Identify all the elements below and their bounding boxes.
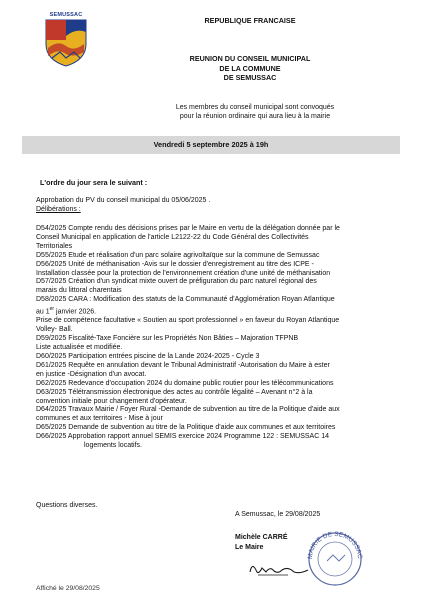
convocation-intro bbox=[110, 103, 400, 121]
agenda-line: en justice -Désignation d'un avocat. bbox=[36, 370, 147, 378]
meeting-title-line3: DE SEMUSSAC bbox=[223, 73, 277, 82]
agenda-line: D60/2025 Participation entrées piscine de la Lande 2024-2025 - Cycle 3 bbox=[36, 353, 260, 361]
agenda-line: D58/2025 CARA : Modification des statuts de la Communauté d'Agglomération Royan Atlantique bbox=[36, 296, 335, 304]
agenda-line: D66/2025 Approbation rapport annuel SEMIS exercice 2024 Programme 122 : SEMUSSAC 14 bbox=[36, 433, 329, 441]
meeting-title bbox=[120, 54, 380, 83]
agenda-line: Volley- Ball. bbox=[36, 326, 73, 334]
commune-logo bbox=[38, 12, 94, 73]
agenda-line: D56/2025 Unité de méthanisation -Avis sur le dossier d'enregistrement au titre des ICPE - bbox=[36, 260, 314, 268]
agenda-line: D62/2025 Redevance d'occupation 2024 du domaine public routier pour les télécommunications bbox=[36, 379, 334, 387]
agenda-approval bbox=[36, 197, 406, 215]
handwritten-signature bbox=[248, 558, 318, 578]
agenda-line-janvier bbox=[36, 305, 406, 317]
svg-text:MAIRIE DE SEMUSSAC bbox=[307, 531, 363, 560]
agenda-line: D54/2025 Compte rendu des décisions prises par le Maire en vertu de la délégation donnée par le bbox=[36, 225, 340, 232]
janvier-suffix: janvier 2026. bbox=[54, 308, 97, 316]
agenda-line: Prise de compétence facultative « Soutien au sport professionnel » en faveur du Royan Atlantique bbox=[36, 317, 340, 325]
posted-date: Affiché le 29/08/2025 bbox=[36, 585, 100, 592]
approval-line: Approbation du PV du conseil municipal du 05/06/2025 . bbox=[36, 197, 211, 204]
meeting-date-bar bbox=[22, 136, 400, 154]
mayor-name: Michèle CARRÉ bbox=[235, 534, 288, 541]
questions-diverses: Questions diverses. bbox=[36, 502, 98, 509]
agenda-line: convention initiale pour changement d'opérateur. bbox=[36, 397, 187, 405]
deliberations-label: Délibérations : bbox=[36, 205, 81, 213]
republic-heading: REPUBLIQUE FRANCAISE bbox=[204, 16, 296, 25]
intro-line1: Les membres du conseil municipal sont convoqués bbox=[175, 104, 335, 111]
mayor-role: Le Maire bbox=[235, 544, 264, 551]
agenda-line: D55/2025 Etude et réalisation d'un parc solaire agrivoltaïque sur la commune de Semussac bbox=[36, 251, 320, 259]
agenda-title: L'ordre du jour sera le suivant : bbox=[40, 178, 148, 187]
agenda-line: D59/2025 Fiscalité-Taxe Foncière sur les Propriétés Non Bâties – Majoration TFPNB bbox=[36, 335, 299, 343]
intro-line2: pour la réunion ordinaire qui aura lieu à la mairie bbox=[179, 113, 331, 120]
agenda-line: D64/2025 Travaux Mairie / Foyer Rural -Demande de subvention au titre de la Politique d'aide aux bbox=[36, 406, 340, 414]
agenda-line: communes et aux territoires - Mise à jour bbox=[36, 415, 163, 423]
logo-name: SEMUSSAC bbox=[49, 12, 83, 18]
janvier-sup: er bbox=[49, 306, 55, 313]
stamp-text: MAIRIE DE SEMUSSAC bbox=[306, 530, 364, 560]
janvier-prefix: au 1 bbox=[36, 308, 50, 316]
signature-scribble-icon bbox=[248, 558, 318, 578]
agenda-line: Liste actualisée et modifiée. bbox=[36, 344, 123, 352]
deliberations-list bbox=[36, 225, 406, 451]
meeting-date: Vendredi 5 septembre 2025 à 19h bbox=[153, 140, 269, 149]
agenda-line: Territoriales bbox=[36, 242, 73, 250]
agenda-line: Installation classée pour la protection de l'environnement création d'une unité de méthanisation bbox=[36, 269, 331, 277]
agenda-line: D65/2025 Demande de subvention au titre de la Politique d'aide aux communes et aux territoires bbox=[36, 424, 336, 432]
agenda-line: D57/2025 Création d'un syndicat mixte ouvert de préfiguration du parc naturel régional des bbox=[36, 278, 317, 286]
agenda-line: Conseil Municipal en application de l'article L2122-22 du Code Général des Collectivités bbox=[36, 233, 309, 241]
agenda-line: D63/2025 Télétransmission électronique des actes au contrôle légalité – Avenant n°2 à la bbox=[36, 388, 313, 396]
place-date: A Semussac, le 29/08/2025 bbox=[235, 511, 321, 518]
agenda-line: marais du littoral charentais bbox=[36, 287, 122, 295]
agenda-line: D61/2025 Requête en annulation devant le Tribunal Administratif -Autorisation du Maire à ester bbox=[36, 361, 330, 369]
meeting-title-line1: REUNION DU CONSEIL MUNICIPAL bbox=[189, 54, 311, 63]
agenda-line-indent: logements locatifs. bbox=[84, 442, 142, 450]
meeting-title-line2: DE LA COMMUNE bbox=[219, 63, 281, 73]
coat-of-arms-icon bbox=[38, 18, 94, 68]
